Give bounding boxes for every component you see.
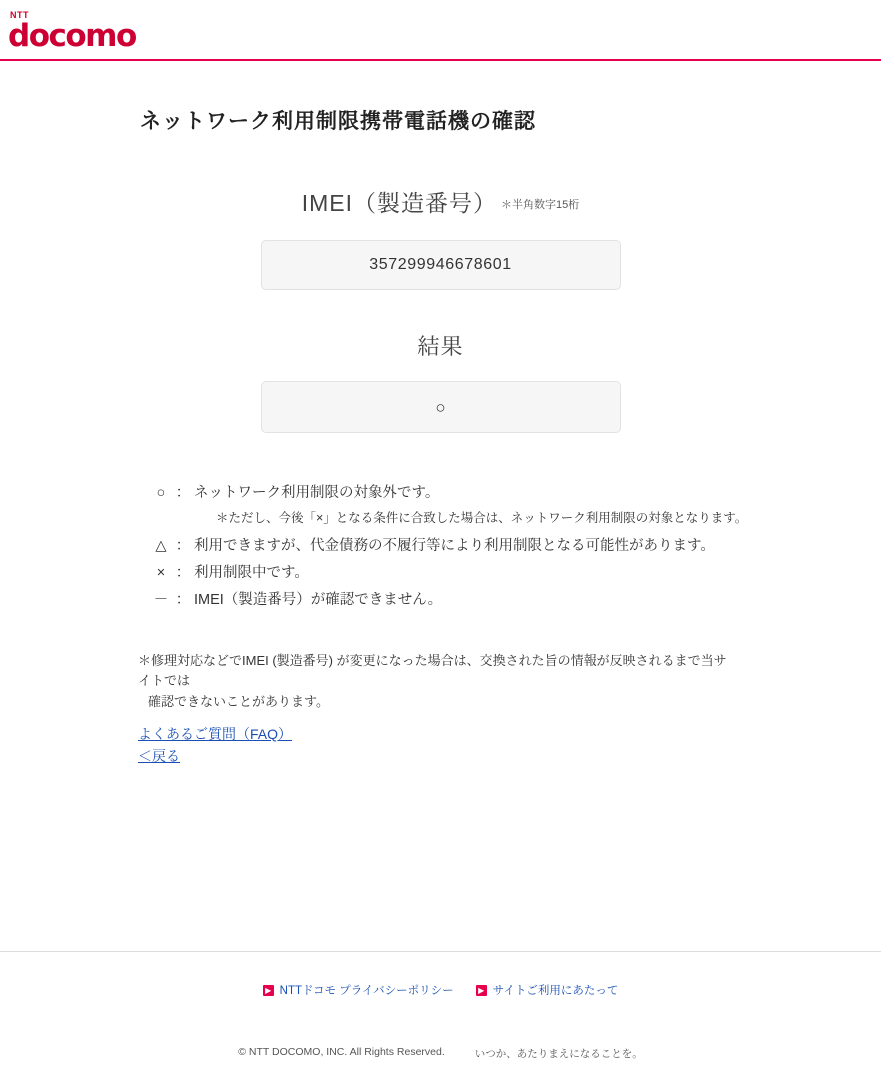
site-footer bbox=[0, 951, 881, 1079]
terms-of-use-link[interactable] bbox=[476, 982, 619, 998]
legend-item bbox=[150, 563, 881, 584]
back-link[interactable]: ＜戻る bbox=[138, 748, 180, 765]
content-links bbox=[0, 713, 881, 768]
logo-docomo-text: docomo bbox=[8, 18, 136, 54]
imei-note: ＊半角数字15桁 bbox=[501, 199, 580, 211]
site-header bbox=[0, 0, 881, 61]
result-value-box bbox=[261, 381, 621, 433]
legend-item bbox=[150, 536, 881, 557]
footnote bbox=[0, 651, 881, 713]
main-content bbox=[0, 61, 881, 891]
logo-ntt-text: NTT bbox=[10, 10, 29, 20]
legend-colon: ： bbox=[175, 485, 191, 501]
copyright-text: © NTT DOCOMO, INC. All Rights Reserved. bbox=[238, 1046, 445, 1058]
legend-text: ネットワーク利用制限の対象外です。 bbox=[194, 485, 440, 501]
imei-label: IMEI（製造番号） bbox=[301, 190, 498, 216]
arrow-right-icon: ▶ bbox=[476, 985, 487, 996]
arrow-right-icon: ▶ bbox=[263, 985, 274, 996]
legend-text: IMEI（製造番号）が確認できません。 bbox=[194, 591, 443, 608]
privacy-policy-link[interactable] bbox=[263, 982, 454, 998]
legend-colon: ： bbox=[175, 537, 191, 554]
legend-colon: ： bbox=[175, 564, 191, 581]
tagline-text: いつか、あたりまえになることを。 bbox=[474, 1048, 643, 1060]
legend-symbol: △ bbox=[155, 537, 167, 554]
imei-value-box bbox=[261, 240, 621, 290]
footnote-line-1: ＊修理対応などでIMEI (製造番号) が変更になった場合は、交換された旨の情報が反映されるまで当サイトでは bbox=[138, 652, 727, 689]
legend-list bbox=[0, 483, 881, 611]
footer-link-list bbox=[0, 982, 881, 998]
legend-subnote: ＊ただし、今後「×」となる条件に合致した場合は、ネットワーク利用制限の対象となります。 bbox=[216, 511, 748, 526]
faq-link[interactable]: よくあるご質問（FAQ） bbox=[138, 725, 293, 742]
legend-symbol: － bbox=[153, 591, 169, 608]
privacy-policy-label: NTTドコモ プライバシーポリシー bbox=[279, 985, 454, 997]
legend-symbol: × bbox=[156, 564, 166, 581]
docomo-logo[interactable] bbox=[8, 10, 136, 52]
legend-text: 利用制限中です。 bbox=[194, 564, 309, 581]
footnote-line-2: 確認できないことがあります。 bbox=[148, 694, 329, 710]
legend-item bbox=[150, 483, 881, 504]
legend-colon: ： bbox=[175, 591, 191, 608]
legend-symbol: ○ bbox=[156, 485, 166, 501]
footer-bottom bbox=[0, 1046, 881, 1061]
result-symbol: ○ bbox=[435, 397, 446, 417]
terms-of-use-label: サイトご利用にあたって bbox=[492, 985, 619, 997]
imei-value: 357299946678601 bbox=[369, 256, 512, 273]
page-title: ネットワーク利用制限携帯電話機の確認 bbox=[140, 110, 536, 133]
imei-label-row bbox=[0, 185, 881, 218]
legend-text: 利用できますが、代金債務の不履行等により利用制限となる可能性があります。 bbox=[194, 537, 715, 554]
result-heading: 結果 bbox=[417, 334, 464, 359]
legend-item bbox=[150, 590, 881, 611]
